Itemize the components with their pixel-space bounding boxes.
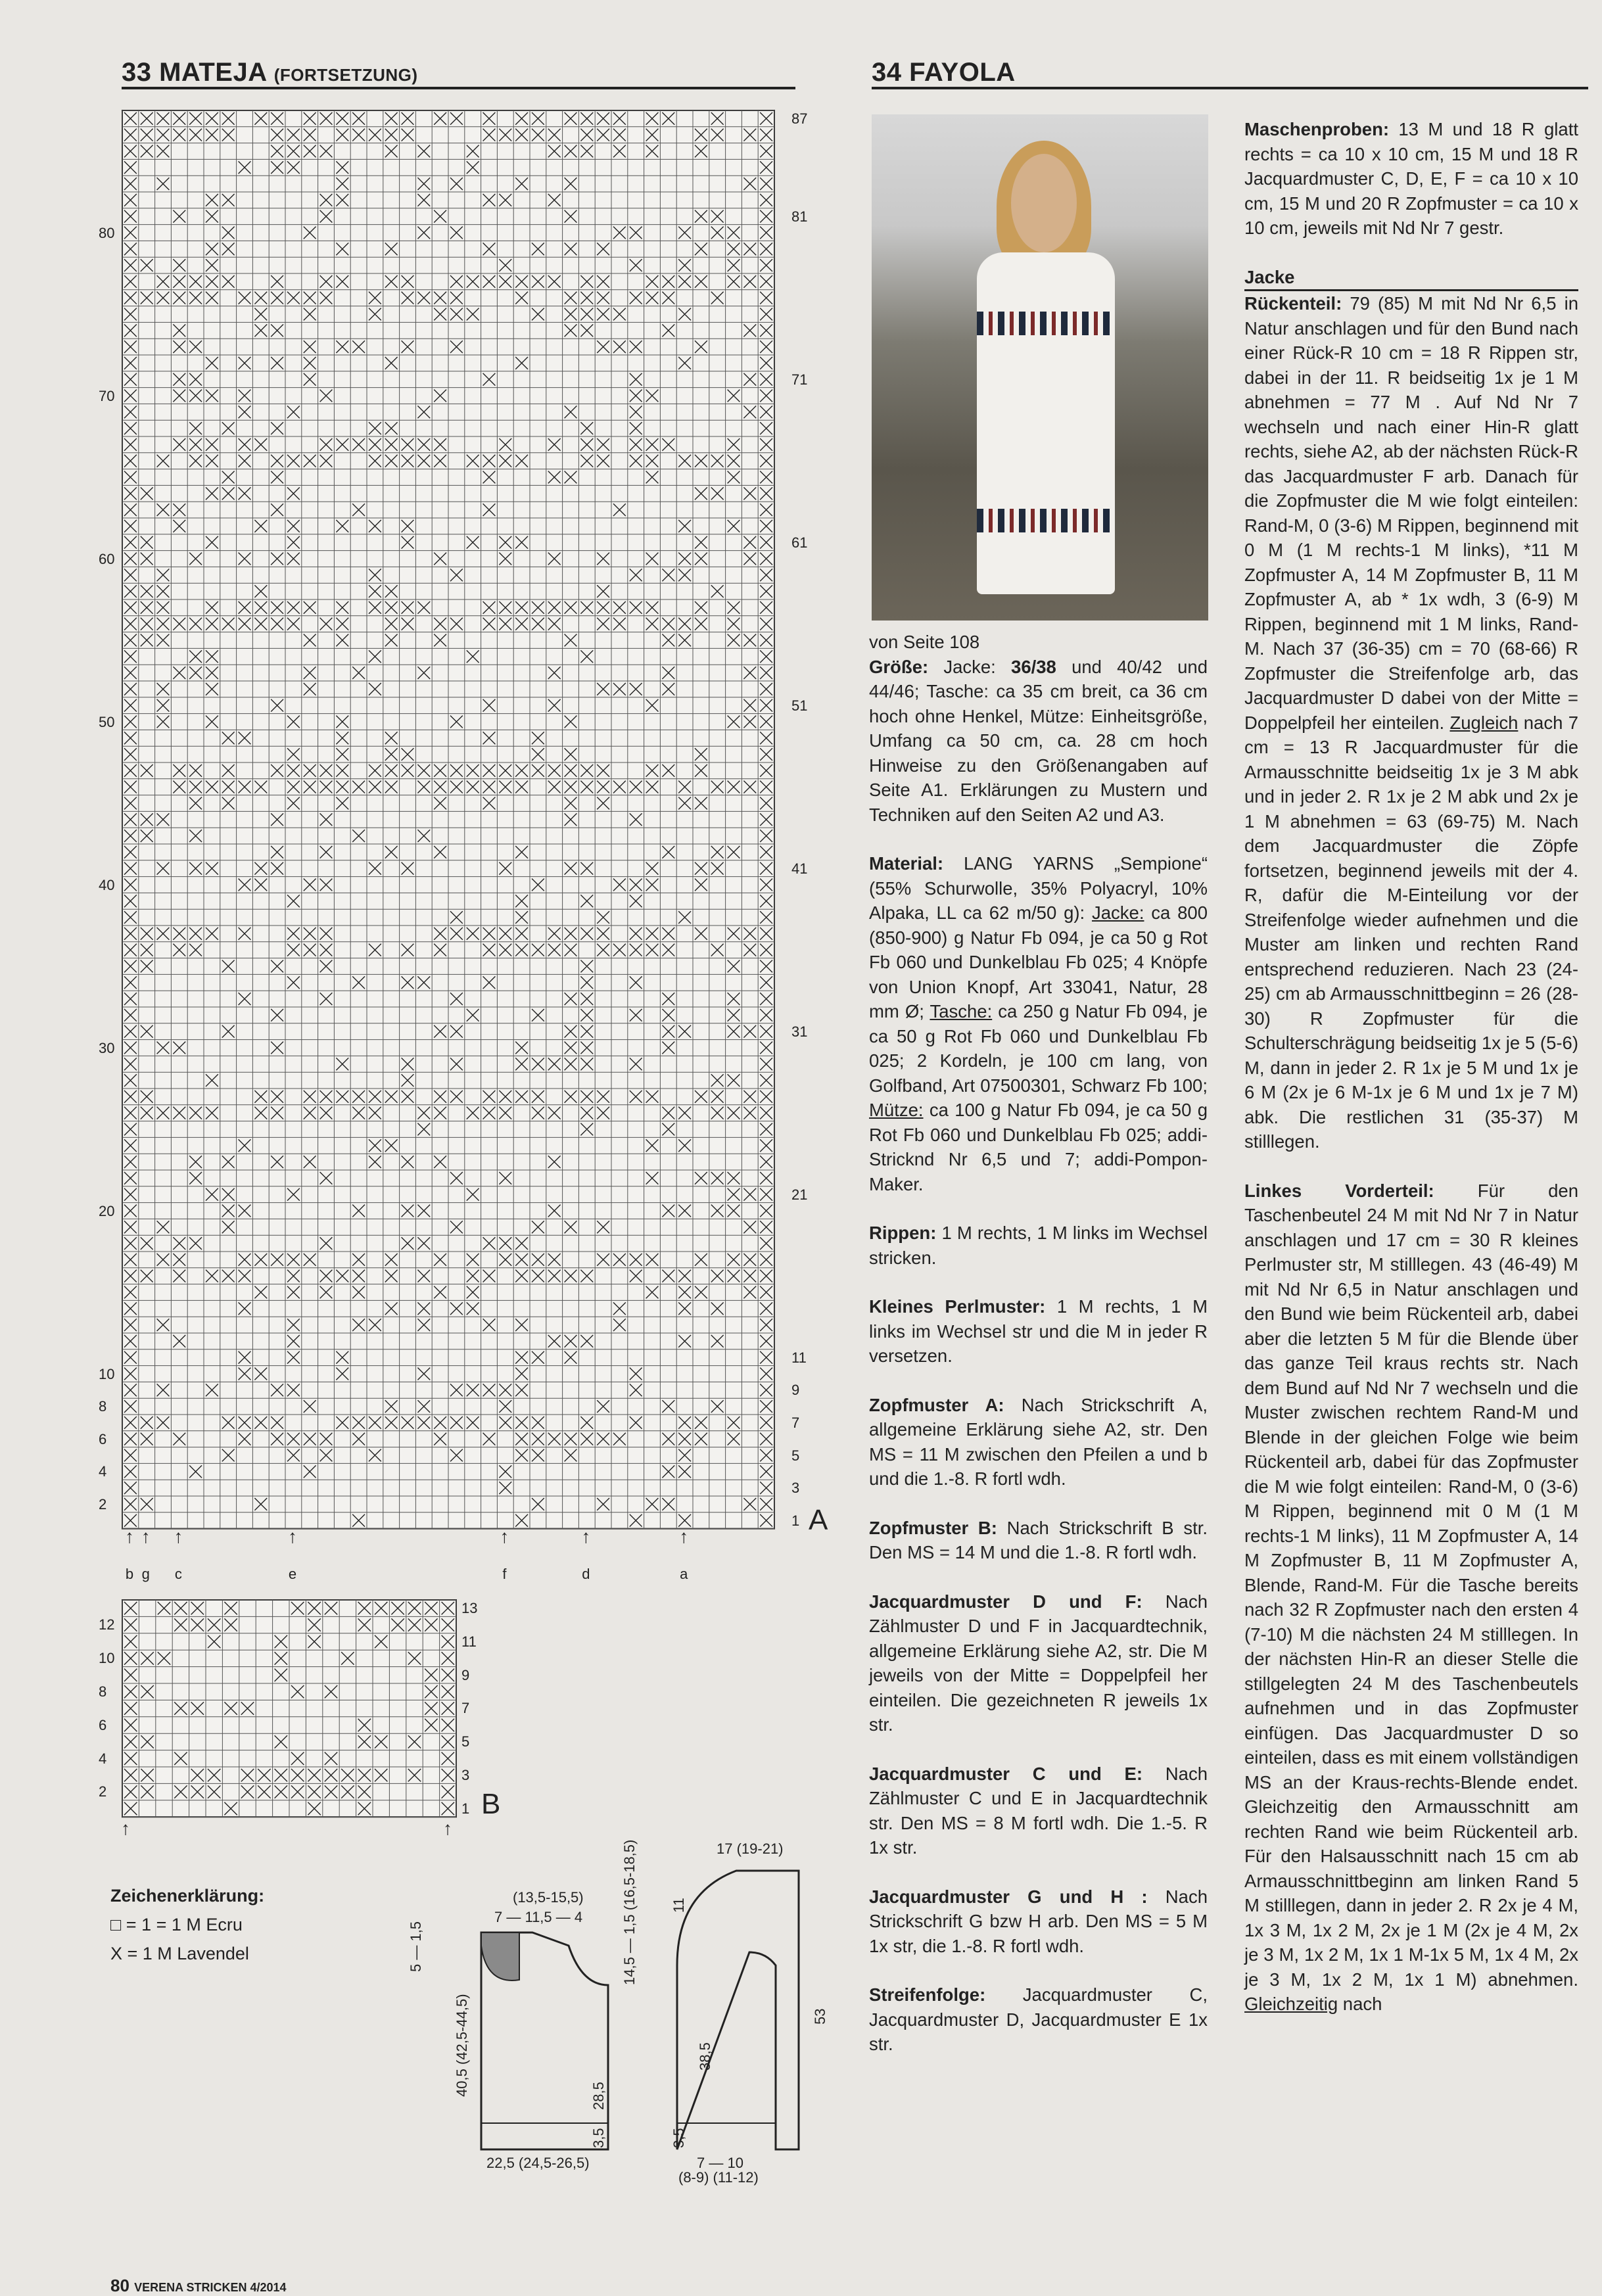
- sleeve-width-dim-2: (8-9) (11-12): [678, 2169, 759, 2186]
- sleeve-width-dim: 7 — 10: [697, 2155, 743, 2171]
- chart-a-arrow-label: c: [174, 1566, 182, 1582]
- header-rule-left: [122, 87, 795, 89]
- chart-a-row-label: 81: [791, 208, 808, 225]
- front-mid-dim: 28,5: [590, 2082, 607, 2110]
- chart-a-row-label: 4: [99, 1463, 107, 1480]
- front-height-dim: 40,5 (42,5-44,5): [454, 1994, 470, 2097]
- cable-a-label: Zopfmuster A:: [869, 1394, 1004, 1415]
- chart-a-arrow-label: b: [125, 1566, 134, 1582]
- back-text: 79 (85) M mit Nd Nr 6,5 in Natur anschlagen und für den Bund nach einer Rück-R 10 cm = 18 R Rippen str, dabei in der 11. R beidseitig 1x je 1 M abnehmen = 77 M . Auf Nd Nr 7 wechseln und nach einer Hin-R glatt rechts, siehe A2, ab der nächsten Rück-R das Jacquardmuster F arb. Danach für die Zopfmuster die M wie folgt einteilen: Rand-M, 0 (3-6) M Rippen, beginnend mit 0 M (1 M rechts-1 M links), *11 M Zopfmuster A, 14 M Zopfmuster B, 11 M Zopfmuster A, ab * 1x wdh, 3 (6-9) M Rippen, beginnend mit 1 M links, Rand-M. Nach 37 (36-35) cm = 70 (68-66) R Zopfmuster die Streifenfolge arb, das Jacquardmuster D dabei von der Mitte = Doppelpfeil her einteilen.: [1244, 293, 1578, 733]
- sleeve-bot-dim: 3,5: [671, 2128, 687, 2148]
- chart-a-row-label: 1: [791, 1512, 800, 1529]
- left-front-text: Für den Taschenbeutel 24 M mit Nd Nr 7 in Natur anschlagen und 17 cm = 30 R kleines Perlmuster str, M stilllegen. 43 (46-49) M mit Nd Nr 6,5 in Natur anschlagen und den Bund wie beim Rückenteil arb, dabei aber die letzten 5 M für die Blende über das ganze Teil kraus rechts str. Nach dem Bund auf Nd Nr 7 wechseln und die Muster zwischen rechtem Rand-M und Blende in der gleichen Folge wie beim Rückenteil arb, dabei für das Zopfmuster die M wie folgt einteilen: Rand-M, 0 (3-6) M Rippen, beginnend mit 0 M (1 M rechts-1 M links), 11 M Zopfmuster A, 14 M Zopfmuster B, 11 M Zopfmuster A, Blende, Rand-M. Für die Tasche bereits nach 32 R Zopfmuster nach den ersten 4 (7-10) M die nächsten 24 M stilllegen. In der nächsten Hin-R an dieser Stelle die stillgelegten 24 M des Taschenbeutels aufnehmen und in das Zopfmuster einfügen. Das Jacquardmuster D so einteilen, dass es mit einem vollständigen MS an der Kraus-rechts-Blende endet. Gleichzeitig den Armausschnitt am rechten Rand wie beim Rückenteil arb. Für den Halsausschnitt nach 15 cm ab Armausschnittbeginn am linken Rand 5 M stilllegen, dann in jeder 2. R 2x je 4 M, 1x 3 M, 1x 2 M, 2x je 1 M (2x je 4 M, 2x je 3 M, 1x 2 M, 1x 1 M-1x 5 M, 1x 4 M, 2x je 3 M, 1x 2 M, 1x 1 M) abnehmen.: [1244, 1180, 1579, 1990]
- chart-b-row-label: 9: [461, 1666, 470, 1683]
- cable-b-text: Nach Strickschrift B str. Den MS = 14 M und die 1.-8. R fortl wdh.: [869, 1517, 1208, 1562]
- chart-b-row-label: 2: [99, 1783, 107, 1800]
- gauge-text: 13 M und 18 R glatt rechts = ca 10 x 10 cm, 15 M und 18 R Jacquardmuster C, D, E, F = ca 10 x 10 cm, 15 M und 20 R Zopfmuster = ca 10 x 10 cm, jeweils mit Nd Nr 7 gestr.: [1244, 119, 1578, 238]
- seed-label: Kleines Perlmuster:: [869, 1296, 1046, 1317]
- chart-a-row-label: 7: [791, 1415, 800, 1431]
- size-rest: und 40/42 und 44/46; Tasche: ca 35 cm breit, ca 36 cm hoch ohne Henkel, Mütze: Einheitsgröße, Umfang ca 50 cm, ca. 28 cm hoch Hinweise zu den Größenangaben auf Seite A1. Erklärungen zu Mustern und Techniken auf den Seiten A2 und A3.: [869, 656, 1208, 825]
- page-number: 80: [110, 2276, 130, 2295]
- jacquard-ce-label: Jacquardmuster C und E:: [869, 1763, 1143, 1784]
- sleeve-upper-dim: 11: [671, 1898, 687, 1913]
- chart-a-arrow-label: d: [582, 1566, 590, 1582]
- legend-ecru: □ = 1 = 1 M Ecru: [110, 1915, 243, 1934]
- chart-b-row-label: 3: [461, 1767, 470, 1783]
- chart-a-row-label: 61: [791, 534, 808, 551]
- chart-a-row-label: 41: [791, 860, 808, 877]
- cable-b-label: Zopfmuster B:: [869, 1517, 997, 1538]
- chart-b-letter: B: [481, 1788, 501, 1820]
- jacquard-gh-label: Jacquardmuster G und H :: [869, 1886, 1148, 1907]
- chart-a-row-label: 51: [791, 697, 808, 714]
- jacquard-ce-text: Nach Zählmuster C und E in Jacquardtechnik str. Den MS = 8 M fortl wdh. Die 1.-5. R 1x str.: [869, 1763, 1208, 1858]
- chart-b-row-label: 4: [99, 1750, 107, 1767]
- chart-a-row-label: 40: [99, 876, 115, 893]
- chart-a-row-label: 70: [99, 387, 115, 404]
- chart-b-row-label: 12: [99, 1616, 115, 1633]
- material-text-3: ca 250 g Natur Fb 094, je ca 50 g Rot Fb 060 und Dunkelblau Fb 025; 2 Kordeln, je 100 cm lang, von Golfband, Art 07500301, Schwarz Fb 100;: [869, 1001, 1208, 1096]
- size-bold: 36/38: [1011, 656, 1056, 677]
- chart-a-row-label: 5: [791, 1447, 800, 1464]
- chart-a-row-label: 6: [99, 1430, 107, 1447]
- legend-title: Zeichenerklärung:: [110, 1886, 265, 1906]
- chart-b-row-label: 8: [99, 1683, 107, 1700]
- text-column-b: [1244, 117, 1578, 2041]
- size-label: Größe:: [869, 656, 929, 677]
- chart-b-row-label: 10: [99, 1650, 115, 1667]
- jacquard-df-label: Jacquardmuster D und F:: [869, 1591, 1143, 1612]
- chart-a-row-label: 50: [99, 713, 115, 730]
- material-text-2: ca 800 (850-900) g Natur Fb 094, je ca 50 g Rot Fb 060 und Dunkelblau Fb 025; 4 Knöpfe von Union Knopf, Art 33041, Natur, 28 mm Ø;: [869, 902, 1208, 1021]
- legend-lavender: X = 1 M Lavendel: [110, 1944, 249, 1963]
- cable-a-text: Nach Strickschrift A, allgemeine Erklärung siehe A2, str. Den MS = 11 M zwischen den Pfeilen a und b und die 1.-8. R fortl wdh.: [869, 1394, 1208, 1489]
- chart-b-arrow-icon: ↑: [121, 1818, 130, 1839]
- chart-a-arrow-label: g: [141, 1566, 150, 1582]
- gauge-label: Maschenproben:: [1244, 119, 1390, 139]
- material-text: LANG YARNS „Sempione“ (55% Schurwolle, 35% Polyacryl, 10% Alpaka, LL ca 62 m/50 g):: [869, 853, 1208, 923]
- chart-a-row-label: 10: [99, 1365, 115, 1382]
- material-jacket: Jacke:: [1091, 902, 1144, 923]
- seed-text: 1 M rechts, 1 M links im Wechsel str und die M in jeder R versetzen.: [869, 1296, 1208, 1366]
- material-label: Material:: [869, 853, 944, 874]
- chart-a-arrow-icon: ↑: [581, 1526, 591, 1547]
- chart-a-arrow-label: e: [288, 1566, 297, 1582]
- front-width-dim: 22,5 (24,5-26,5): [486, 2155, 590, 2171]
- back-zugleich: Zugleich: [1449, 712, 1519, 733]
- chart-a-row-label: 71: [791, 371, 808, 388]
- chart-a-arrow-icon: ↑: [125, 1526, 134, 1547]
- knitting-chart-b: [122, 1600, 458, 1817]
- chart-a-row-label: 60: [99, 550, 115, 567]
- front-neck-dim: 5 — 1,5: [408, 1921, 424, 1972]
- chart-b-row-label: 7: [461, 1700, 470, 1717]
- ribs-label: Rippen:: [869, 1223, 937, 1243]
- chart-a-row-label: 21: [791, 1186, 808, 1203]
- size-jacket: Jacke:: [943, 656, 996, 677]
- chart-a-row-label: 11: [791, 1349, 807, 1366]
- chart-b-row-label: 13: [461, 1600, 478, 1616]
- left-front-end: nach: [1342, 1994, 1382, 2014]
- front-bot-dim: 3,5: [590, 2128, 607, 2148]
- left-page-header: 33 MATEJA (FORTSETZUNG): [122, 58, 418, 87]
- stripes-label: Streifenfolge:: [869, 1984, 986, 2005]
- left-front-gleichzeitig: Gleichzeitig: [1244, 1994, 1338, 2014]
- front-top-dim: (13,5-15,5): [513, 1889, 584, 1906]
- left-front-label: Linkes Vorderteil:: [1244, 1180, 1434, 1201]
- chart-a-arrow-icon: ↑: [141, 1526, 151, 1547]
- jacket-heading: Jacke: [1244, 265, 1578, 292]
- sleeve-mid-dim: 38,5: [697, 2042, 713, 2071]
- chart-b-row-label: 5: [461, 1733, 470, 1750]
- sleeve-height-dim: 53: [812, 2008, 828, 2025]
- text-column-a: [869, 630, 1208, 2081]
- chart-a-arrow-icon: ↑: [500, 1526, 509, 1547]
- material-hat: Mütze:: [869, 1100, 924, 1120]
- chart-a-letter: A: [809, 1504, 828, 1536]
- chart-a-row-label: 3: [791, 1480, 800, 1497]
- chart-b-arrow-icon: ↑: [443, 1818, 452, 1839]
- chart-a-row-label: 87: [791, 110, 808, 127]
- chart-a-arrow-icon: ↑: [679, 1526, 689, 1547]
- chart-legend: [110, 1881, 264, 1968]
- armhole-dim: 14,5 — 1,5 (16,5-18,5): [621, 1839, 638, 1985]
- jacquard-gh-text: Nach Strickschrift G bzw H arb. Den MS = 5 M 1x str, die 1.-8. R fortl wdh.: [869, 1886, 1208, 1956]
- chart-a-row-label: 31: [791, 1023, 808, 1040]
- chart-a-row-label: 2: [99, 1496, 107, 1512]
- garment-schematic: [408, 1834, 841, 2186]
- model-photo: [872, 114, 1208, 621]
- page-footer: [110, 2276, 287, 2296]
- chart-a-arrow-icon: ↑: [174, 1526, 183, 1547]
- material-text-4: ca 100 g Natur Fb 094, je ca 50 g Rot Fb 060 und Dunkelblau Fb 025; addi-Stricknd Nr 6,5 und 7; addi-Pompon-Maker.: [869, 1100, 1208, 1194]
- chart-b-row-label: 6: [99, 1716, 107, 1733]
- chart-a-row-label: 80: [99, 224, 115, 241]
- back-label: Rückenteil:: [1244, 293, 1342, 314]
- front-parts-dim: 7 — 11,5 — 4: [494, 1909, 583, 1925]
- header-rule-right: [872, 87, 1588, 89]
- chart-a-arrow-label: a: [680, 1566, 688, 1582]
- magazine-name: VERENA STRICKEN 4/2014: [134, 2281, 287, 2294]
- chart-b-row-label: 11: [461, 1633, 477, 1650]
- material-bag: Tasche:: [930, 1001, 993, 1021]
- jacquard-df-text: Nach Zählmuster D und F in Jacquardtechnik, allgemeine Erklärung siehe A2, str. Die M jeweils von der Mitte = Doppelpfeil her einteilen. Die gezeichneten R jeweils 1x str.: [869, 1591, 1208, 1735]
- from-page: von Seite 108: [869, 632, 980, 652]
- back-text-2: nach 7 cm = 13 R Jacquardmuster für die Armausschnitte beidseitig 1x je 3 M abk und in jeder 2. R 1x je 2 M abk und 2x je 1 M abnehmen = 63 (69-75) M. Nach dem Jacquardmuster die Zöpfe fortsetzen, beginnend jeweils mit der 4. R, dafür die M-Einteilung vor der Streifenfolge wieder aufnehmen und die Muster am linken und rechten Rand entsprechend reduzieren. Nach 23 (24-25) cm ab Armausschnittbeginn = 26 (28-30) R Zopfmuster für die Schulterschrägung beidseitig 1x je 5 (5-6) M, dann in jeder 2. R 1x je 5 M und 1x je 6 M (2x je 6 M-1x je 6 M und 1x je 7 M) abk. Die restlichen 31 (35-37) M stilllegen.: [1244, 712, 1579, 1152]
- chart-a-row-label: 8: [99, 1398, 107, 1415]
- right-page-header: 34 FAYOLA: [872, 58, 1016, 87]
- chart-a-arrow-icon: ↑: [288, 1526, 297, 1547]
- chart-a-row-label: 20: [99, 1202, 115, 1219]
- chart-a-row-label: 30: [99, 1039, 115, 1056]
- ribs-text: 1 M rechts, 1 M links im Wechsel stricken.: [869, 1223, 1208, 1268]
- chart-a-arrow-label: f: [502, 1566, 507, 1582]
- knitting-chart-a: [122, 110, 789, 1529]
- stripes-text: Jacquardmuster C, Jacquardmuster D, Jacquardmuster E 1x str.: [869, 1984, 1208, 2054]
- chart-b-row-label: 1: [461, 1800, 470, 1817]
- sleeve-top-dim: 17 (19-21): [717, 1840, 784, 1857]
- chart-a-row-label: 9: [791, 1382, 800, 1399]
